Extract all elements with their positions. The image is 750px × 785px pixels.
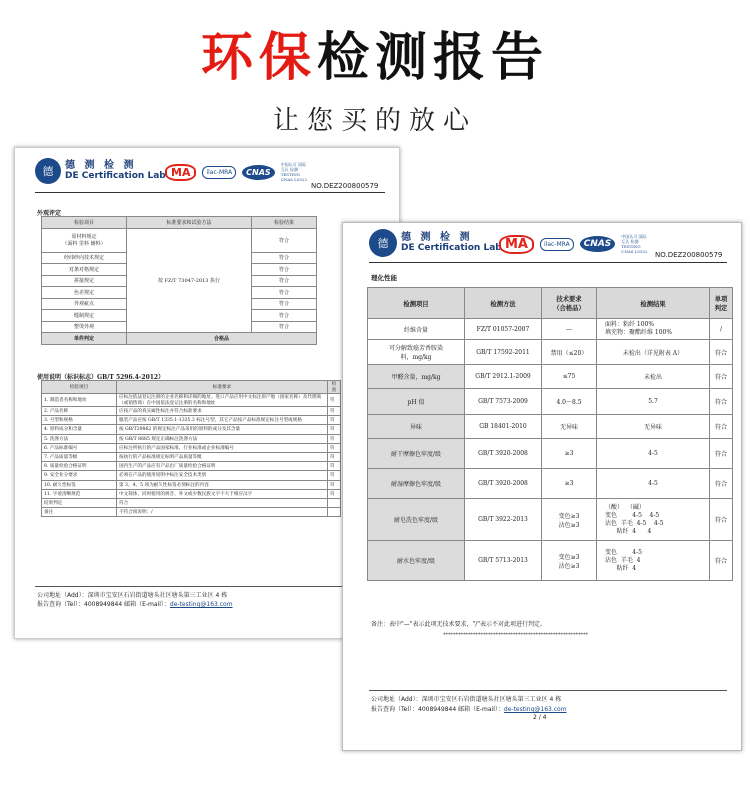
table-cell: 符 <box>328 407 341 416</box>
col-header: 标准要求 <box>117 381 328 394</box>
table-cell: 符合 <box>252 228 317 252</box>
table-row <box>42 407 341 416</box>
table-cell: 9. 安全业分要求 <box>42 471 117 480</box>
table-cell: 符合 <box>710 541 733 581</box>
verdict-value: 合格品 <box>127 333 317 345</box>
table-cell: 4.0～8.5 <box>542 389 597 415</box>
table-cell: 1. 制造者名称和地址 <box>42 394 117 407</box>
report-page-front <box>342 222 742 751</box>
table-cell: 符合 <box>710 365 733 389</box>
col-header: 检验项目 <box>42 217 127 229</box>
table-cell: GB/T 3920-2008 <box>465 469 542 499</box>
table-cell: 备注 <box>42 508 117 517</box>
table-cell: 4-5 <box>597 469 710 499</box>
table-cell: 符合 <box>252 275 317 287</box>
footer-address: 公司地址（Add）：深圳市宝安区石岩街道塘头社区塘头第三工业区 4 栋 <box>37 592 228 599</box>
table-cell: 符 <box>328 394 341 407</box>
table-cell: 异味 <box>368 415 465 439</box>
table-cell <box>328 498 341 507</box>
table-row <box>42 489 341 498</box>
table-row <box>368 389 733 415</box>
table-cell: pH 值 <box>368 389 465 415</box>
table-cell: 色差规定 <box>42 287 127 299</box>
table-cell: 符 <box>328 416 341 425</box>
table-cell: 耐湿摩擦色牢度/级 <box>368 469 465 499</box>
table-cell: 经纬纱向技术规定 <box>42 252 127 264</box>
section-title-appearance: 外观评定 <box>37 210 62 217</box>
table-row <box>42 394 341 407</box>
table-cell: 服装产品应按 GB/T 1335.1-1335.3 标注号型，其它产品按产品标准规定标注号型或规格 <box>117 416 328 425</box>
table-cell: 符 <box>328 471 341 480</box>
table-row <box>42 434 341 443</box>
col-header: 检验 <box>328 381 341 394</box>
table-cell: GB/T 3920-2008 <box>465 439 542 469</box>
report-number: NO.DEZ200800579 <box>311 182 379 190</box>
table-cell: 变色 4-5 沾色 羊毛 4 粘纤 4 <box>597 541 710 581</box>
lab-name-cn: 德 测 检 测 <box>401 232 473 243</box>
table-cell: 应按产品的真实属性标注并符合标准要求 <box>117 407 328 416</box>
table-cell: 按执行的产品标准规定标明产品质量等级 <box>117 452 328 461</box>
table-cell: 变色≥3 沾色≥3 <box>542 499 597 541</box>
table-cell: 符 <box>328 480 341 489</box>
table-cell: 耐皂洗色牢度/级 <box>368 499 465 541</box>
footer-contact <box>371 704 567 713</box>
verdict-label: 单件判定 <box>42 333 127 345</box>
table-cell: 变色≥3 沾色≥3 <box>542 541 597 581</box>
lab-logo <box>35 158 166 184</box>
table-cell: 符合 <box>117 498 328 507</box>
appearance-table <box>41 216 317 345</box>
table-cell: 外观疵点 <box>42 298 127 310</box>
cert-badges <box>499 234 649 254</box>
table-row <box>368 340 733 365</box>
table-cell: 符 <box>328 434 341 443</box>
hero-title <box>0 28 750 88</box>
table-cell: GB/T 5713-2013 <box>465 541 542 581</box>
table-cell: 按 GB/T29862 的规定标注产品采用的原料的成分及其含量 <box>117 425 328 434</box>
col-header: 检测方法 <box>465 288 542 319</box>
lab-logo-icon: 德 <box>35 158 61 184</box>
table-cell: FZ/T 01057-2007 <box>465 319 542 340</box>
table-cell: GB/T 2912.1-2009 <box>465 365 542 389</box>
table-cell: 缝制规定 <box>42 310 127 322</box>
table-cell: 无异味 <box>597 415 710 439</box>
table-row <box>42 425 341 434</box>
hero-title-black: 检测报告 <box>317 28 550 88</box>
col-header: 检验结果 <box>252 217 317 229</box>
report-number: NO.DEZ200800579 <box>655 251 723 259</box>
header-divider <box>369 262 727 263</box>
table-cell: 7. 产品质量等级 <box>42 452 117 461</box>
page-number: 2 / 4 <box>533 714 547 721</box>
table-row <box>368 365 733 389</box>
table-cell: 耐水色牢度/级 <box>368 541 465 581</box>
table-cell: ≤75 <box>542 365 597 389</box>
end-stars: ********************************************************** <box>443 632 588 638</box>
table-cell: 应标注依法登记注册的企业名称和详细的地址。进口产品应用中文标注原产地（国家名称）及代理商（或销售商）在中国依法登记注册的名称和地址 <box>117 394 328 407</box>
col-header: 检测结果 <box>597 288 710 319</box>
physchem-table <box>367 287 733 581</box>
table-cell: 纤维含量 <box>368 319 465 340</box>
table-cell: 符合 <box>710 469 733 499</box>
table-row <box>42 462 341 471</box>
table-cell: 甲醛含量，mg/kg <box>368 365 465 389</box>
table-cell: 未检出 <box>597 365 710 389</box>
table-cell: 符 <box>328 425 341 434</box>
table-cell: 符合 <box>252 310 317 322</box>
table-cell: 5. 洗涤方法 <box>42 434 117 443</box>
table-cell: / <box>710 319 733 340</box>
footer-divider <box>369 690 727 691</box>
table-cell: 符合 <box>710 439 733 469</box>
section-title-physchem: 理化性能 <box>371 274 397 282</box>
table-cell: 符合 <box>710 499 733 541</box>
table-cell: 符 <box>328 462 341 471</box>
table-cell: 6. 产品标准编号 <box>42 443 117 452</box>
table-row <box>368 469 733 499</box>
footer-divider <box>35 586 375 587</box>
table-row <box>42 508 341 517</box>
table-cell: 结果判定 <box>42 498 117 507</box>
cnas-mini-text: 中国认可 国际互认 检测 TESTING CNAS L5522 <box>280 162 307 182</box>
table-row <box>42 498 341 507</box>
method-cell: 按 FZ/T 73047-2013 执行 <box>127 228 252 333</box>
col-header: 单项判定 <box>710 288 733 319</box>
table-cell: 面料：粘纤 100% 填充物：聚酯纤维 100% <box>597 319 710 340</box>
labeling-table <box>41 380 341 517</box>
table-note: 备注：表中"—"表示此项无技术要求，"/"表示不对此项进行判定。 <box>371 621 547 628</box>
col-header: 标准要求和试验方法 <box>127 217 252 229</box>
table-cell: 中文简体，同时使用的拼音、外文或少数民族文字不大于相应汉字 <box>117 489 328 498</box>
table-cell: 符合 <box>252 252 317 264</box>
hero-subtitle: 让您买的放心 <box>272 106 477 136</box>
footer-address: 公司地址（Add）：深圳市宝安区石岩街道塘头社区塘头第三工业区 4 栋 <box>371 696 562 703</box>
hero-title-red: 环保 <box>200 28 317 88</box>
table-cell: 11. 字迹清晰规范 <box>42 489 117 498</box>
ma-badge-icon: MA <box>165 164 196 181</box>
ilac-badge-icon: ilac-MRA <box>202 166 236 179</box>
table-cell: 符 <box>328 443 341 452</box>
table-cell: 不符合项说明：/ <box>117 508 328 517</box>
table-cell <box>328 508 341 517</box>
ma-badge-icon: MA <box>499 235 534 254</box>
lab-name-cn: 德 测 检 测 <box>65 160 137 171</box>
table-cell: 拼接规定 <box>42 275 127 287</box>
footer-phone: 报告查询（Tel）：4008949844 邮箱（E-mail）： <box>37 601 170 608</box>
table-row <box>42 480 341 489</box>
col-header: 检测项目 <box>368 288 465 319</box>
table-cell: 可分解致癌芳香胺染 料，mg/kg <box>368 340 465 365</box>
table-row <box>368 415 733 439</box>
table-cell: — <box>542 319 597 340</box>
footer-email-link[interactable]: de-testing@163.com <box>503 706 567 713</box>
footer-contact <box>37 599 233 608</box>
table-cell: 对条对格规定 <box>42 264 127 276</box>
lab-name-en: DE Certification Lab <box>401 243 502 253</box>
table-cell: 按 GB/T 8685 规定正确标注洗涤方法 <box>117 434 328 443</box>
table-cell: 符合 <box>252 298 317 310</box>
col-header: 检验项目 <box>42 381 117 394</box>
table-cell: ≥3 <box>542 469 597 499</box>
ilac-badge-icon: ilac-MRA <box>540 238 574 251</box>
table-row <box>368 499 733 541</box>
cnas-mini-text: 中国认可 国际互认 检测 TESTING CNAS L5522 <box>621 234 648 254</box>
table-row <box>42 452 341 461</box>
table-cell: 禁用（≤20） <box>542 340 597 365</box>
table-cell: 符合 <box>252 264 317 276</box>
lab-logo-icon: 德 <box>369 229 397 257</box>
table-cell: GB/T 3922-2013 <box>465 499 542 541</box>
table-row <box>368 541 733 581</box>
footer-email-link[interactable]: de-testing@163.com <box>169 601 233 608</box>
table-cell: 必须在产品的使用说明中标注安全技术类别 <box>117 471 328 480</box>
table-cell: 5.7 <box>597 389 710 415</box>
table-cell: 8. 质量检验合格证明 <box>42 462 117 471</box>
section-title-labeling: 使用说明（标识标志）GB/T 5296.4-2012） <box>37 374 165 381</box>
table-row <box>42 471 341 480</box>
table-cell: 原材料规定 （面料 里料 辅料） <box>42 228 127 252</box>
cnas-badge-icon: CNAS <box>580 236 616 252</box>
table-cell: 符合 <box>252 321 317 333</box>
table-cell: 符合 <box>710 389 733 415</box>
table-cell: 4. 原料成分和含量 <box>42 425 117 434</box>
table-row <box>42 443 341 452</box>
table-cell: 国内生产的产品应有产品出厂质量检验合格证明 <box>117 462 328 471</box>
cert-badges <box>165 162 309 182</box>
table-cell: 符合 <box>252 287 317 299</box>
footer-phone: 报告查询（Tel）：4008949844 邮箱（E-mail）： <box>371 706 504 713</box>
table-cell: 符 <box>328 489 341 498</box>
table-row <box>368 319 733 340</box>
table-cell: 2. 产品名称 <box>42 407 117 416</box>
table-cell: ≥3 <box>542 439 597 469</box>
cnas-badge-icon: CNAS <box>242 165 275 180</box>
table-cell: 无异味 <box>542 415 597 439</box>
table-cell: 符合 <box>710 415 733 439</box>
table-cell: GB/T 7573-2009 <box>465 389 542 415</box>
header-divider <box>35 192 385 193</box>
table-cell: 第 3、4、5 项为耐久性标签必须标注的内容 <box>117 480 328 489</box>
table-cell: 3. 号型和规格 <box>42 416 117 425</box>
table-cell: 未检出（详见附表 A） <box>597 340 710 365</box>
hero <box>0 28 750 137</box>
table-row <box>42 416 341 425</box>
col-header: 技术要求 （合格品） <box>542 288 597 319</box>
table-cell: 应标注所执行的产品国家标准、行业标准或企业标准编号 <box>117 443 328 452</box>
table-cell: （酸） （碱） 变色 4-5 4-5 沾色 羊毛 4-5 4-5 粘纤 4 4 <box>597 499 710 541</box>
table-cell: 10. 耐久性标签 <box>42 480 117 489</box>
table-cell: GB 18401-2010 <box>465 415 542 439</box>
table-cell: 4-5 <box>597 439 710 469</box>
table-cell: 符 <box>328 452 341 461</box>
table-cell: GB/T 17592-2011 <box>465 340 542 365</box>
lab-logo <box>369 229 502 257</box>
table-cell: 耐干摩擦色牢度/级 <box>368 439 465 469</box>
table-cell: 整烫外观 <box>42 321 127 333</box>
table-row <box>368 439 733 469</box>
table-cell: 符合 <box>710 340 733 365</box>
lab-name-en: DE Certification Lab <box>65 171 166 181</box>
